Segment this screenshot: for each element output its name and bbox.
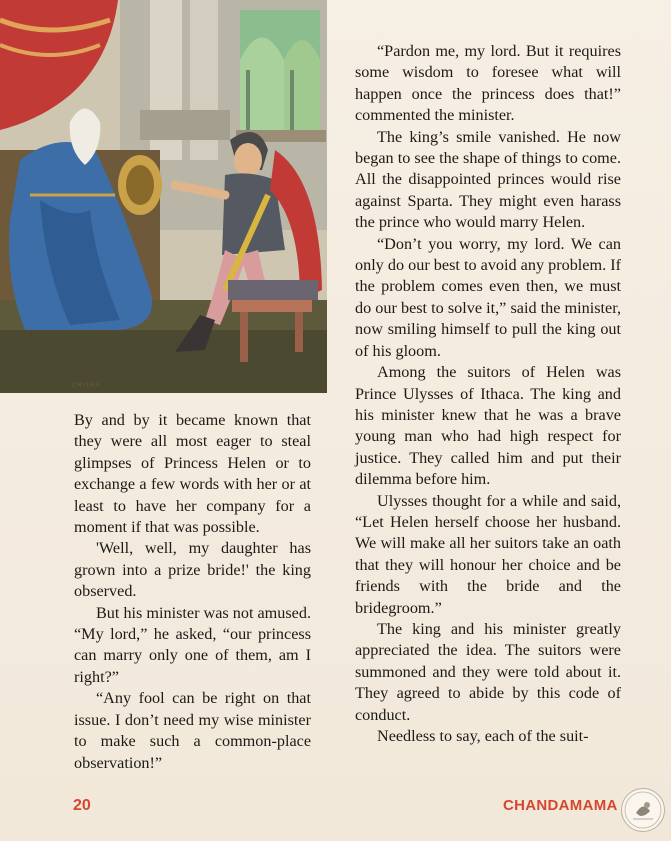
paragraph: The king’s smile vanished. He now began to see the shape of things to come. All the disappointed princes would rise against Sparta. They might even harass the prince who would marry Helen. [355,127,621,232]
left-text-column [74,410,311,774]
paragraph: 'Well, well, my daughter has grown into a prize bride!' the king observed. [74,539,311,601]
paragraph: But his minister was not amused. “My lord,” he asked, “our princess can marry only one of them, am I right?” [74,603,311,686]
right-text-column [355,41,621,747]
paragraph: The king and his minister greatly appreciated the idea. The suitors were summoned and they were told about it. They agreed to abide by this code of conduct. [355,619,621,724]
paragraph: By and by it became known that they were all most eager to steal glimpses of Princess Helen or to exchange a few words with her or at least to have her company for a moment if that was possible. [74,411,311,537]
page-number: 20 [73,797,91,814]
story-illustration [0,0,327,393]
paragraph: “Pardon me, my lord. But it requires some wisdom to foresee what will happen once the princess does that!” commented the minister. [355,42,621,125]
logo-emblem-icon [622,789,664,831]
paragraph: “Any fool can be right on that issue. I don’t need my wise minister to make such a common-place observation!” [74,689,311,772]
artist-signature: CHITRA [72,383,101,389]
chandamama-logo-icon [621,788,665,832]
paragraph: “Don’t you worry, my lord. We can only do our best to avoid any problem. If the problem comes even then, we must do our best to solve it,” said the minister, now smiling himself to pull the king out of his gloom. [355,234,621,360]
paragraph: Needless to say, each of the suit- [377,727,589,745]
paragraph: Ulysses thought for a while and said, “Let Helen herself choose her husband. We will make all her suitors take an oath that they will honour her choice and be friends with the bride and the bridegroom.” [355,491,621,617]
brand-name: CHANDAMAMA [503,797,618,814]
illustration-king-and-minister [0,0,327,393]
paragraph: Among the suitors of Helen was Prince Ulysses of Ithaca. The king and his minister knew that he was a brave young man who had high respect for justice. They called him and put their dilemma before him. [355,363,621,489]
